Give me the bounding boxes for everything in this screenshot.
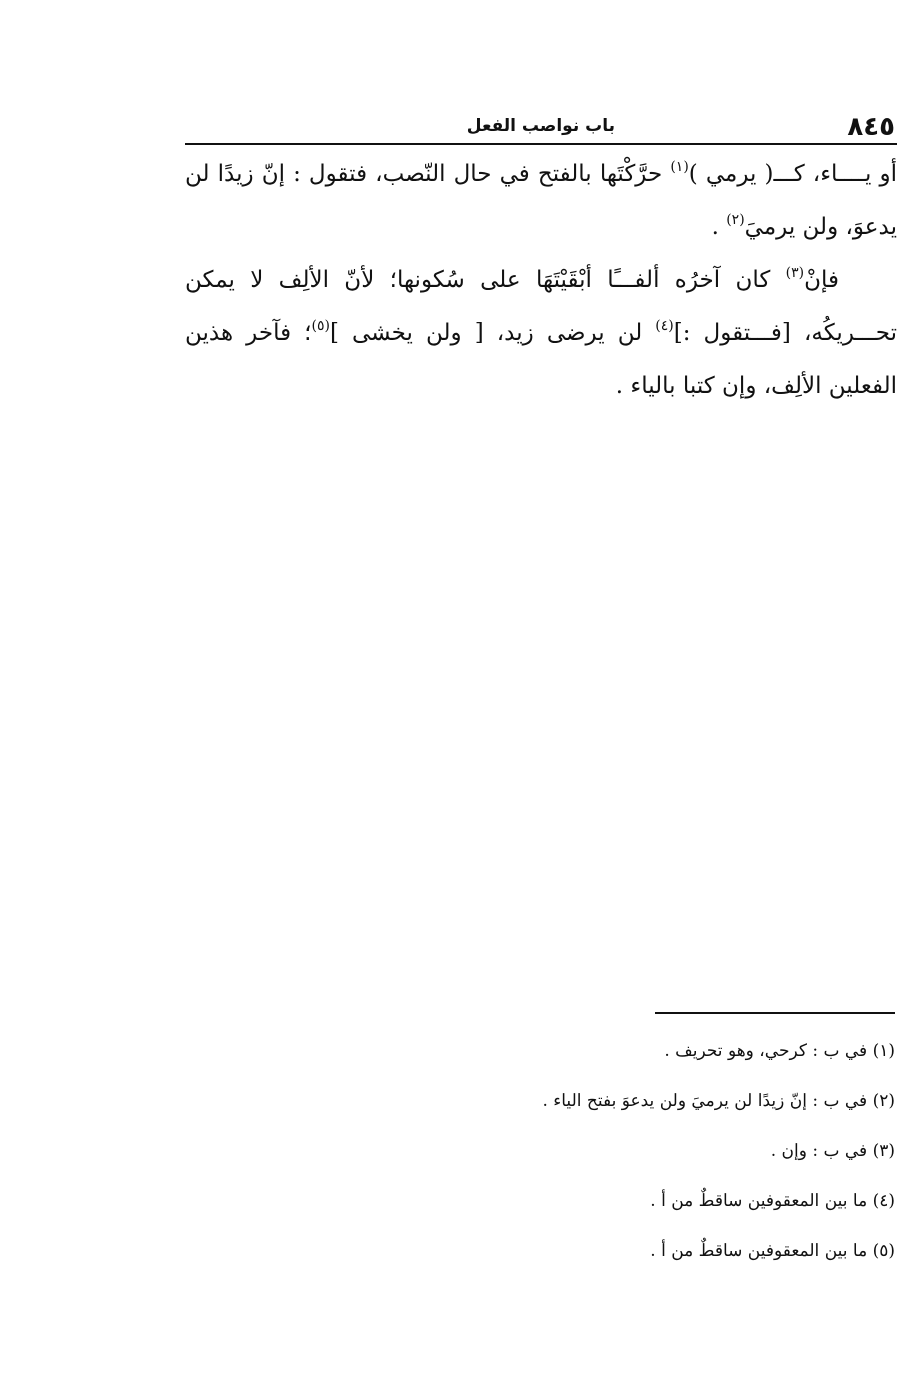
footnote-ref-2: (٢) xyxy=(726,212,745,228)
paragraph-2-text-a: كان آخرُه ألفـــًا أبْقَيْتَهَا على سُكونها؛ لأنّ الألِف لا يمكن تحـــريكُه، [فـــتقول :] xyxy=(185,267,897,346)
footnote-ref-1: (١) xyxy=(670,159,689,175)
paragraph-2-text-c: ؛ فآخر هذين الفعلين الألِف، وإن كتبا بالياء . xyxy=(185,320,897,399)
paragraph-2-text-b: لن يرضى زيد، [ ولن يخشى ] xyxy=(329,320,656,346)
footnote-ref-3: (٣) xyxy=(785,265,805,281)
footnote-ref-4: (٤) xyxy=(655,318,674,334)
footnote-5: (٥) ما بين المعقوفين ساقطٌ من أ . xyxy=(650,1241,895,1261)
footnote-2: (٢) في ب : إنّ زيدًا لن يرميَ ولن يدعوَ بفتح الياء . xyxy=(542,1091,895,1111)
paragraph-1-text-c: . xyxy=(711,214,727,240)
paragraph-2-text-start: فإنْ xyxy=(804,267,839,293)
running-header xyxy=(185,108,897,142)
page-number: ٨٤٥ xyxy=(847,112,895,142)
paragraph-1-text-b: حرَّكْتَها بالفتح في حال النّصب، فتقول : إنّ زيدًا لن يدعوَ، ولن يرميَ xyxy=(185,161,897,240)
header-rule xyxy=(185,143,897,145)
paragraph-1-text-a: أو يــــاء، كـــ( يرمي ) xyxy=(688,161,897,187)
footnote-ref-5: (٥) xyxy=(311,318,330,334)
footnote-4: (٤) ما بين المعقوفين ساقطٌ من أ . xyxy=(650,1191,895,1211)
chapter-title: باب نواصب الفعل xyxy=(466,116,615,136)
footnotes xyxy=(185,1026,895,1276)
main-text xyxy=(185,148,897,413)
paragraph-2 xyxy=(185,254,897,413)
footnote-1: (١) في ب : كرحي، وهو تحريف . xyxy=(664,1041,895,1061)
footnote-separator xyxy=(655,1012,895,1014)
footnote-3: (٣) في ب : وإن . xyxy=(770,1141,895,1161)
paragraph-1 xyxy=(185,148,897,254)
